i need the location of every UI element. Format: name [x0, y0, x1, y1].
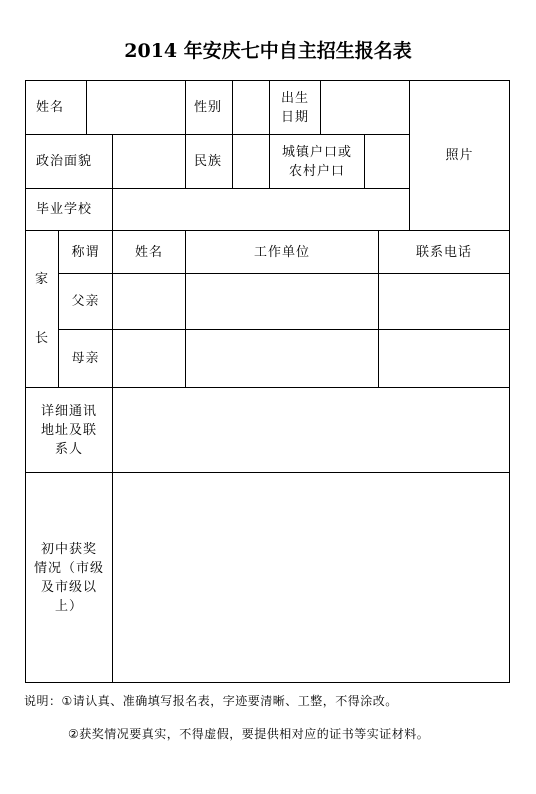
- relation-father: 父亲: [71, 294, 100, 309]
- parents-label-line1: 家: [34, 272, 49, 288]
- birth-date-label-line2: 日期: [280, 109, 309, 125]
- table-border-bottom: [25, 682, 510, 683]
- mother-phone-field[interactable]: [379, 330, 509, 387]
- gender-label: 性别: [194, 100, 223, 115]
- address-contact-label: [26, 388, 112, 472]
- hukou-label: [270, 135, 364, 188]
- awards-label-line4: 上）: [54, 598, 83, 614]
- photo-label: 照片: [445, 148, 474, 163]
- header-relation: 称谓: [71, 244, 100, 260]
- address-contact-field[interactable]: [113, 388, 509, 472]
- hukou-field[interactable]: [365, 135, 409, 188]
- political-status-field[interactable]: [113, 135, 185, 188]
- header-work-unit: 工作单位: [253, 244, 310, 260]
- ethnicity-field[interactable]: [233, 135, 269, 188]
- graduate-school-field[interactable]: [113, 189, 409, 230]
- note-line-2: ②获奖情况要真实，不得虚假，要提供相对应的证书等实证材料。: [68, 727, 430, 741]
- awards-label-line2: 情况（市级: [33, 560, 104, 576]
- mother-work-field[interactable]: [186, 330, 378, 387]
- photo-box[interactable]: [410, 81, 509, 230]
- awards-field[interactable]: [113, 473, 509, 682]
- birth-date-field[interactable]: [321, 81, 409, 134]
- father-work-field[interactable]: [186, 274, 378, 329]
- parents-section-label: [26, 231, 58, 387]
- address-label-line2: 地址及联: [40, 422, 97, 438]
- awards-label: [26, 473, 112, 682]
- note-line-1: 说明：①请认真、准确填写报名表，字迹要清晰、工整，不得涂改。: [24, 694, 398, 708]
- mother-name-field[interactable]: [113, 330, 185, 387]
- table-border-right: [509, 80, 510, 683]
- birth-date-label-line1: 出生: [280, 90, 309, 106]
- awards-label-line3: 及市级以: [40, 579, 97, 595]
- address-label-line1: 详细通讯: [40, 403, 97, 419]
- hukou-label-line1: 城镇户口或: [281, 144, 352, 160]
- relation-mother: 母亲: [71, 351, 100, 366]
- address-label-line3: 系人: [54, 441, 83, 457]
- ethnicity-label: 民族: [194, 154, 223, 169]
- political-status-label: 政治面貌: [36, 154, 93, 169]
- graduate-school-label: 毕业学校: [36, 202, 93, 217]
- awards-label-line1: 初中获奖: [40, 541, 97, 557]
- header-name: 姓名: [134, 244, 163, 260]
- name-field[interactable]: [87, 81, 185, 134]
- form-title: 2014 年安庆七中自主招生报名表: [124, 40, 412, 62]
- parents-label-line2: 长: [34, 330, 49, 346]
- hukou-label-line2: 农村户口: [288, 163, 345, 179]
- name-label: 姓名: [36, 100, 65, 115]
- father-name-field[interactable]: [113, 274, 185, 329]
- header-phone: 联系电话: [415, 244, 472, 260]
- gender-field[interactable]: [233, 81, 269, 134]
- father-phone-field[interactable]: [379, 274, 509, 329]
- birth-date-label: [270, 81, 320, 134]
